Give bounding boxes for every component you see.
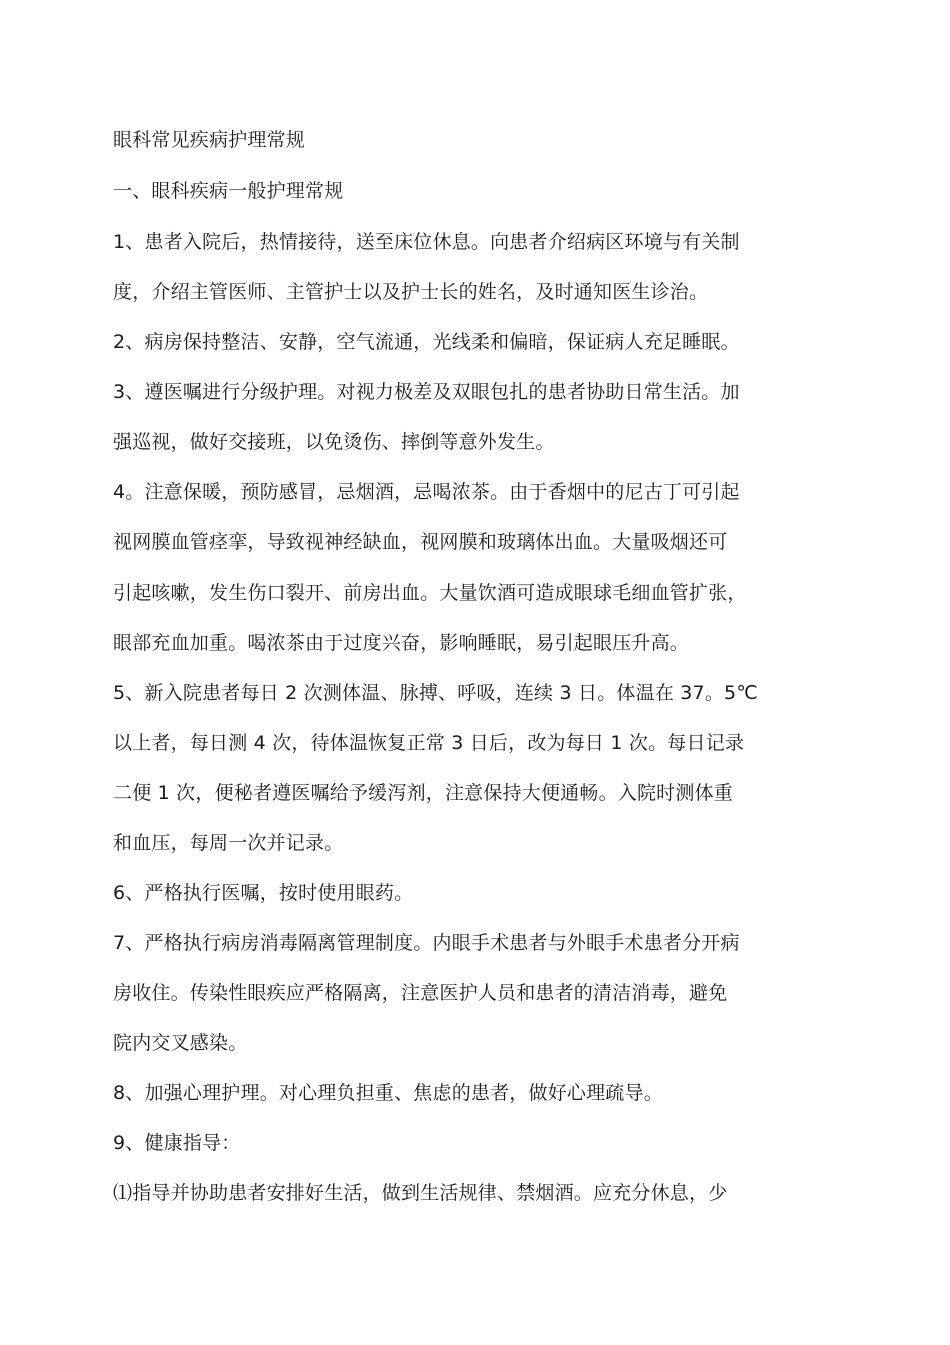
- paragraph-line: 9、健康指导：: [113, 1132, 241, 1154]
- paragraph-line: 房收住。传染性眼疾应严格隔离，注意医护人员和患者的清洁消毒，避免: [113, 982, 728, 1004]
- paragraph-line: 6、严格执行医嘱，按时使用眼药。: [113, 882, 414, 904]
- paragraph-line: 4。注意保暖，预防感冒，忌烟酒，忌喝浓茶。由于香烟中的尼古丁可引起: [113, 481, 740, 503]
- paragraph-line: 引起咳嗽，发生伤口裂开、前房出血。大量饮酒可造成眼球毛细血管扩张，: [113, 582, 747, 604]
- paragraph-line: ⑴指导并协助患者安排好生活，做到生活规律、禁烟酒。应充分休息，少: [113, 1182, 728, 1204]
- paragraph-line: 强巡视，做好交接班，以免烫伤、摔倒等意外发生。: [113, 431, 555, 453]
- paragraph-line: 眼部充血加重。喝浓茶由于过度兴奋，影响睡眠，易引起眼压升高。: [113, 632, 690, 654]
- paragraph-line: 和血压，每周一次并记录。: [113, 832, 344, 854]
- paragraph-line: 2、病房保持整洁、安静，空气流通，光线柔和偏暗，保证病人充足睡眠。: [113, 331, 740, 353]
- paragraph-line: 度，介绍主管医师、主管护士以及护士长的姓名，及时通知医生诊治。: [113, 281, 709, 303]
- paragraph-line: 1、患者入院后，热情接待，送至床位休息。向患者介绍病区环境与有关制: [113, 231, 740, 253]
- paragraph-line: 二便 1 次，便秘者遵医嘱给予缓泻剂，注意保持大便通畅。入院时测体重: [113, 782, 733, 804]
- paragraph-line: 3、遵医嘱进行分级护理。对视力极差及双眼包扎的患者协助日常生活。加: [113, 381, 740, 403]
- paragraph-line: 8、加强心理护理。对心理负担重、焦虑的患者，做好心理疏导。: [113, 1082, 663, 1104]
- document-title: 眼科常见疾病护理常规: [113, 129, 306, 151]
- paragraph-line: 以上者，每日测 4 次，待体温恢复正常 3 日后，改为每日 1 次。每日记录: [113, 732, 745, 754]
- paragraph-line: 5、新入院患者每日 2 次测体温、脉搏、呼吸，连续 3 日。体温在 37。5℃: [113, 682, 758, 704]
- paragraph-line: 视网膜血管痉挛，导致视神经缺血，视网膜和玻璃体出血。大量吸烟还可: [113, 531, 728, 553]
- paragraph-line: 7、严格执行病房消毒隔离管理制度。内眼手术患者与外眼手术患者分开病: [113, 932, 740, 954]
- section-heading: 一、眼科疾病一般护理常规: [113, 180, 344, 202]
- paragraph-line: 院内交叉感染。: [113, 1032, 248, 1054]
